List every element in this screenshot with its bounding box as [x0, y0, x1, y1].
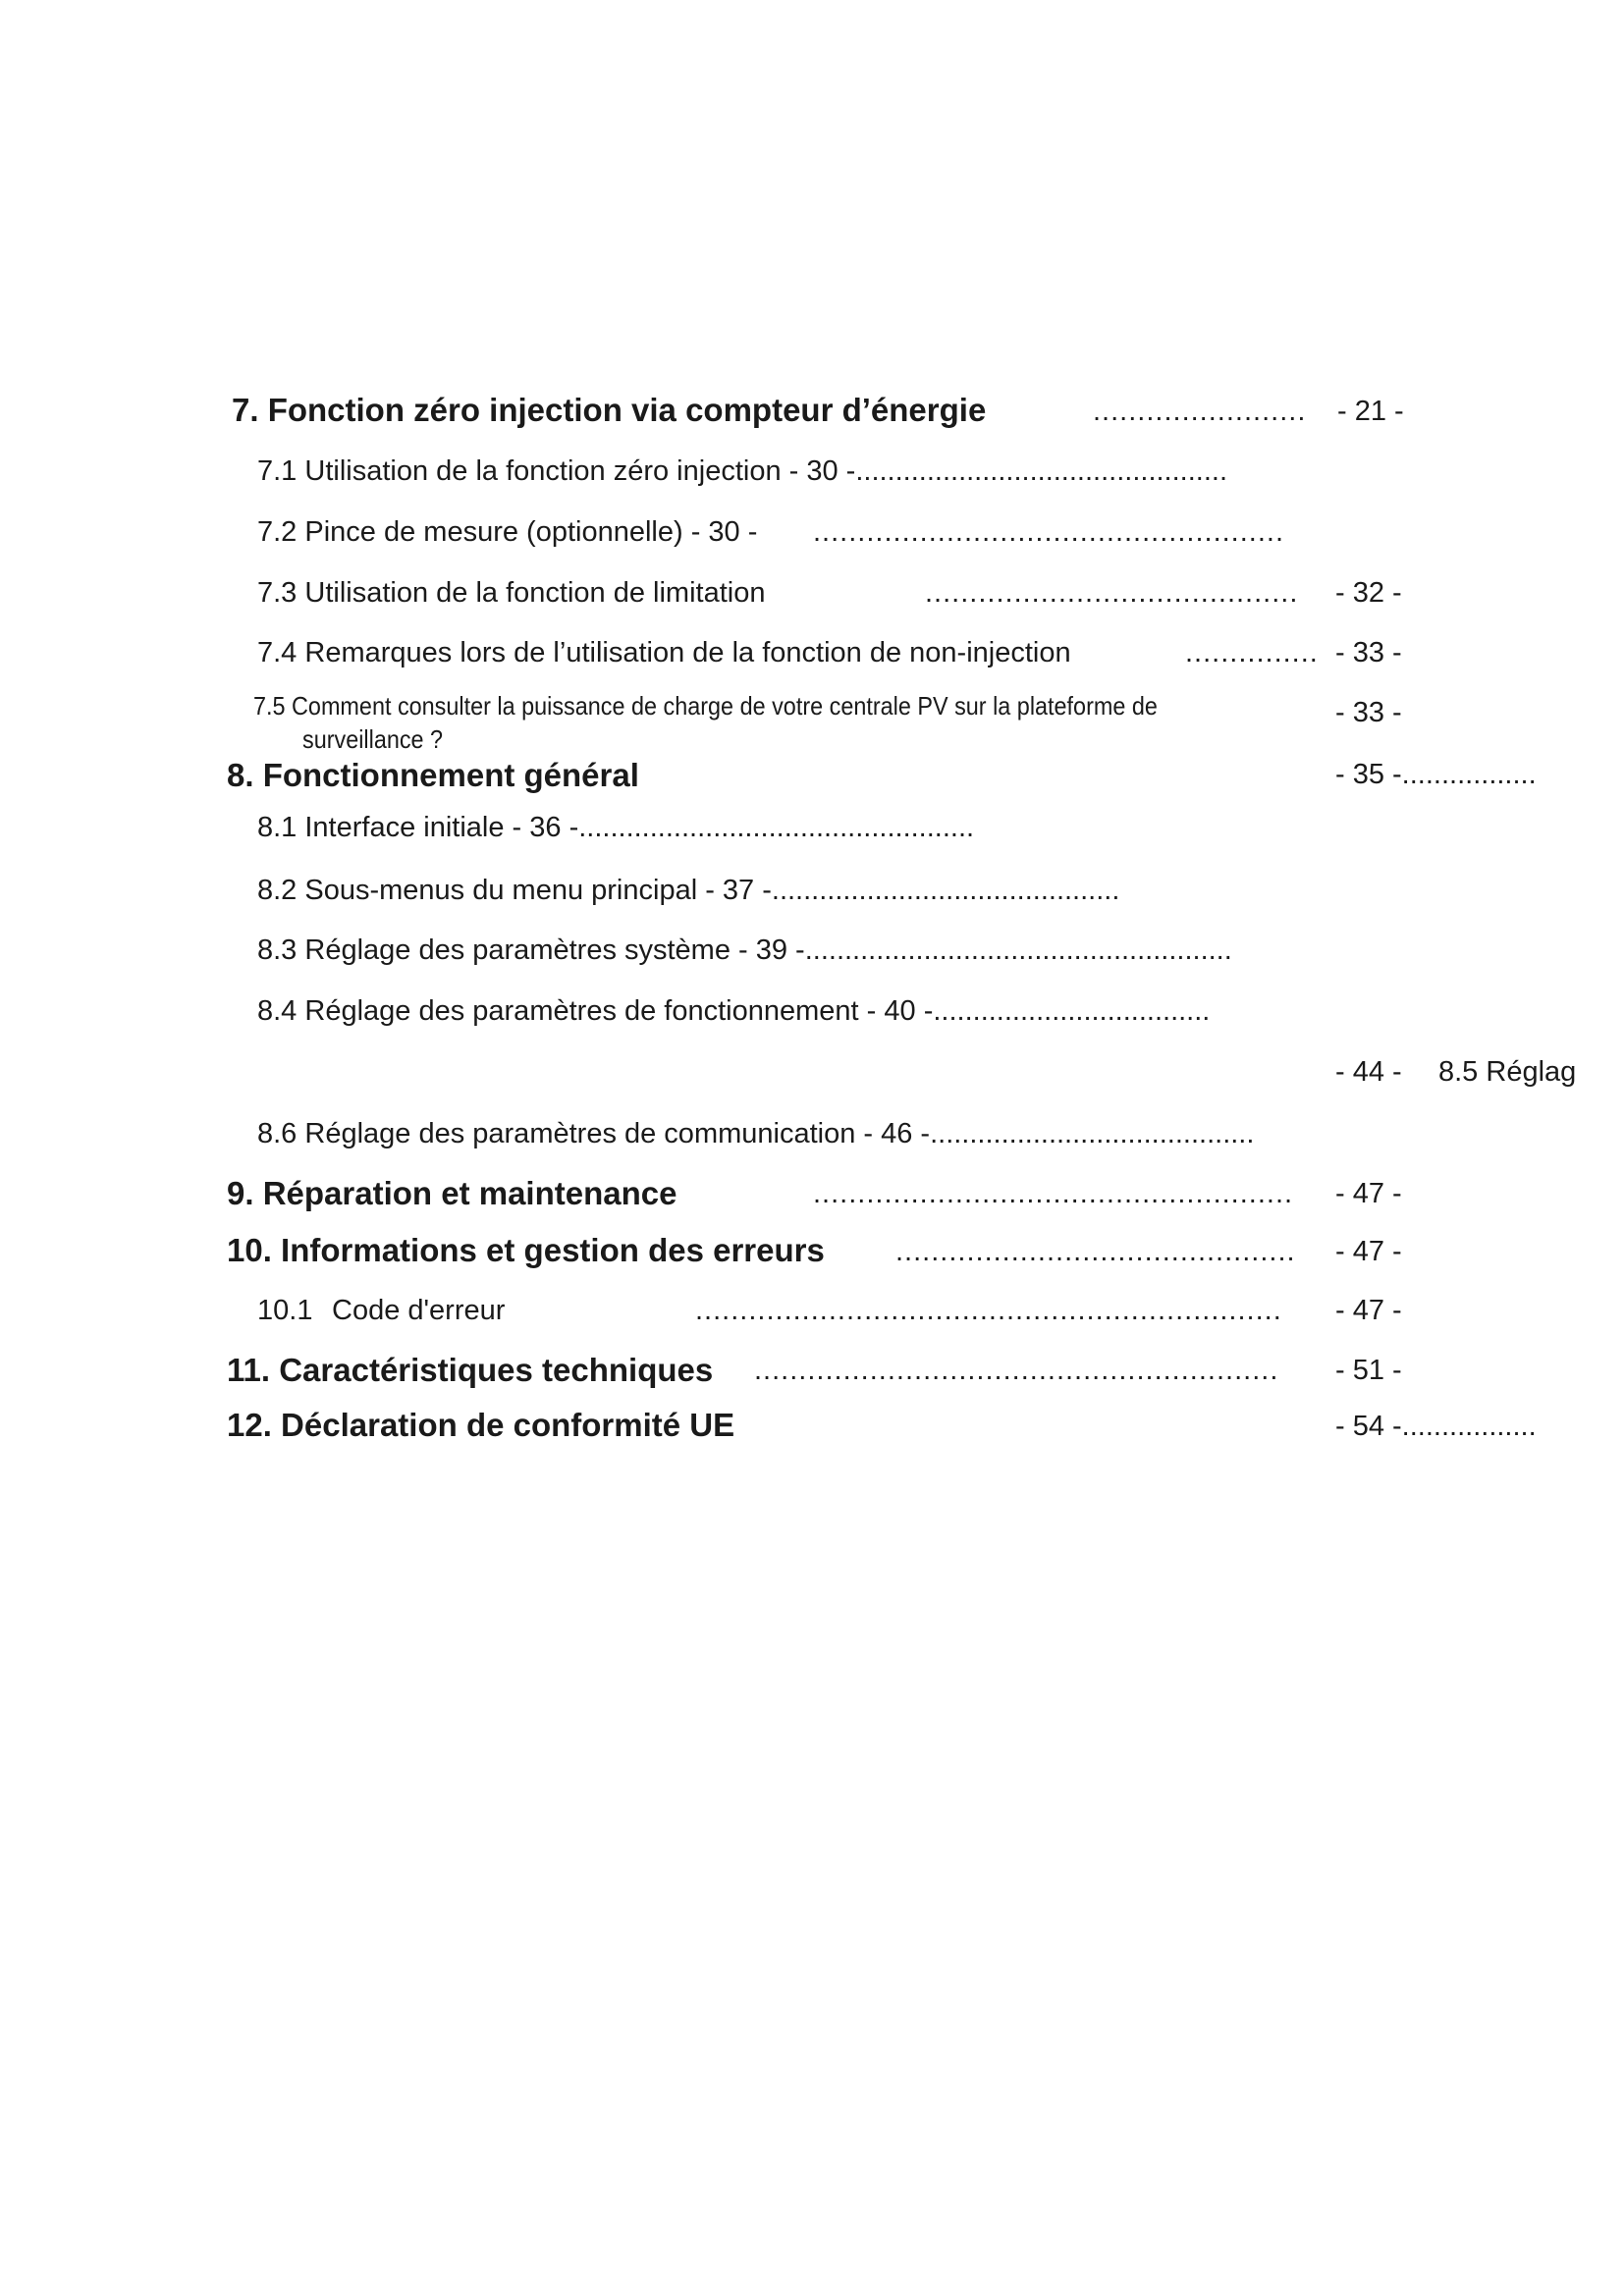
- toc-page-7: - 21 -: [1337, 396, 1404, 427]
- toc-heading-9[interactable]: 9. Réparation et maintenance: [227, 1175, 677, 1211]
- toc-page-12: - 54 -.................: [1335, 1411, 1537, 1442]
- toc-entry-8-6[interactable]: 8.6 Réglage des paramètres de communication - 46 -.........................................: [257, 1118, 1255, 1149]
- toc-page-7-3: - 32 -: [1335, 577, 1402, 609]
- toc-dots-10: .............................................: [895, 1236, 1296, 1267]
- toc-page-10: - 47 -: [1335, 1236, 1402, 1267]
- toc-entry-7-1[interactable]: 7.1 Utilisation de la fonction zéro injection - 30 -...............................................: [257, 455, 1228, 487]
- toc-dots-7-3: ..........................................: [925, 577, 1299, 609]
- toc-heading-11[interactable]: 11. Caractéristiques techniques: [227, 1352, 714, 1388]
- toc-heading-7[interactable]: 7. Fonction zéro injection via compteur d’énergie: [232, 392, 987, 428]
- toc-dots-9: ......................................................: [813, 1178, 1294, 1209]
- toc-entry-7-4[interactable]: 7.4 Remarques lors de l’utilisation de la fonction de non-injection: [257, 637, 1071, 668]
- toc-page-8-5: - 44 -: [1335, 1056, 1402, 1088]
- toc-page-10-1: - 47 -: [1335, 1295, 1402, 1326]
- toc-dots-10-1: ..................................................................: [695, 1295, 1282, 1326]
- toc-page-8: - 35 -.................: [1335, 759, 1537, 790]
- toc-page-7-4: - 33 -: [1335, 637, 1402, 668]
- toc-dots-11: ...........................................................: [754, 1355, 1279, 1386]
- toc-entry-8-4[interactable]: 8.4 Réglage des paramètres de fonctionnement - 40 -...................................: [257, 995, 1211, 1027]
- toc-heading-12[interactable]: 12. Déclaration de conformité UE: [227, 1407, 735, 1443]
- toc-entry-10-1-number: 10.1: [257, 1295, 313, 1326]
- toc-entry-7-3[interactable]: 7.3 Utilisation de la fonction de limitation: [257, 577, 766, 609]
- toc-dots-7-2: .....................................................: [813, 516, 1285, 548]
- toc-heading-8[interactable]: 8. Fonctionnement général: [227, 757, 639, 793]
- toc-dots-7-4: ...............: [1185, 637, 1319, 668]
- toc-heading-10[interactable]: 10. Informations et gestion des erreurs: [227, 1232, 825, 1268]
- toc-dots-7: ........................: [1093, 396, 1307, 427]
- toc-entry-8-1[interactable]: 8.1 Interface initiale - 36 -..................................................: [257, 812, 975, 843]
- toc-entry-8-3[interactable]: 8.3 Réglage des paramètres système - 39 -......................................................: [257, 934, 1232, 966]
- toc-entry-7-5-line2[interactable]: surveillance ?: [302, 724, 444, 754]
- toc-entry-8-2[interactable]: 8.2 Sous-menus du menu principal - 37 -............................................: [257, 875, 1120, 906]
- toc-entry-7-5-line1[interactable]: 7.5 Comment consulter la puissance de charge de votre centrale PV sur la plateforme de: [253, 691, 1158, 721]
- toc-page-7-5: - 33 -: [1335, 697, 1402, 728]
- toc-page-11: - 51 -: [1335, 1355, 1402, 1386]
- toc-entry-7-2[interactable]: 7.2 Pince de mesure (optionnelle) - 30 -: [257, 516, 758, 548]
- toc-entry-10-1[interactable]: Code d'erreur: [332, 1295, 506, 1326]
- toc-page-9: - 47 -: [1335, 1178, 1402, 1209]
- toc-entry-8-5[interactable]: 8.5 Réglag: [1438, 1056, 1577, 1088]
